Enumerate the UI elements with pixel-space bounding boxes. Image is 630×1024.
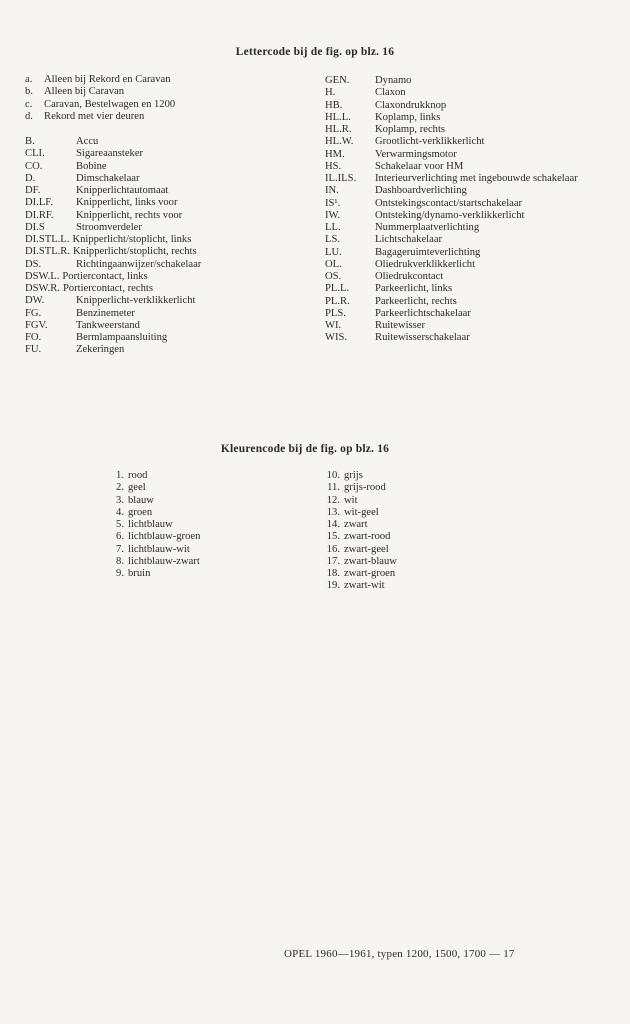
item-description: Knipperlicht/stoplicht, links [72,234,192,245]
item-code: FGV. [25,319,48,331]
list-item [323,507,397,519]
item-description: wit-geel [344,506,379,518]
item-description: Interieurverlichting met ingebouwde schakelaar [375,173,578,184]
item-code: DI.RF. [25,209,54,221]
list-item [325,100,585,112]
item-description: Dashboardverlichting [375,185,467,197]
list-item [25,111,175,123]
item-description: Rekord met vier deuren [44,110,145,122]
item-description: Dynamo [375,75,412,86]
item-code: CO. [25,160,43,172]
color-codes-right [323,470,397,593]
item-description: Ruitewisser [375,320,426,331]
item-code: HM. [325,148,345,160]
list-item [323,556,397,568]
item-code: WI. [325,320,342,331]
list-item [325,149,585,161]
item-code: 13. [326,506,340,518]
list-item [325,222,585,234]
letter-codes-left [25,136,201,357]
list-item [323,519,397,531]
item-description: rood [128,470,148,481]
list-item [25,197,201,209]
list-item [325,247,585,259]
list-item [25,148,201,160]
list-item [25,136,201,148]
item-description: Claxon [375,87,406,99]
list-item [325,185,585,197]
item-code: 8. [116,555,124,567]
item-code: B. [25,136,35,147]
list-item [325,198,585,210]
item-code: DF. [25,185,41,196]
item-code: a. [25,74,33,85]
item-code: IN. [325,185,339,197]
list-item [25,246,201,258]
item-code: DS. [25,258,42,270]
list-item [325,210,585,222]
item-code: 19. [326,580,340,592]
list-item [325,332,585,344]
list-item [325,124,585,136]
item-code: FG. [25,307,42,319]
page-footer: OPEL 1960—1961, typen 1200, 1500, 1700 — 17 [284,948,515,960]
list-item [25,86,175,98]
item-description: Grootlicht-verklikkerlicht [375,136,485,148]
item-code: DI.STL.L. [25,234,70,245]
item-code: DSW.R. [25,283,60,294]
item-code: HL.W. [325,136,354,148]
list-item [25,259,201,271]
list-item [323,544,397,556]
list-item [325,283,585,295]
item-description: Oliedrukcontact [375,271,444,282]
item-description: Parkeerlichtschakelaar [375,307,471,319]
list-item [108,470,200,482]
list-item [25,320,201,332]
item-description: Stroomverdeler [76,221,142,233]
item-code: OL. [325,258,342,270]
list-item [108,519,200,531]
item-description: Parkeerlicht, rechts [375,295,457,307]
list-item [323,495,397,507]
item-code: 14. [326,519,340,530]
list-item [108,482,200,494]
item-code: IS¹. [325,197,341,209]
item-description: Lichtschakelaar [375,234,443,246]
item-description: Tankweerstand [76,319,140,331]
item-description: Ontsteking/dynamo-verklikkerlicht [375,209,525,221]
item-code: DI.LF. [25,197,53,209]
item-code: HB. [325,99,343,111]
list-item [325,308,585,320]
kleurencode-heading: Kleurencode bij de fig. op blz. 16 [220,443,390,455]
item-description: Nummerplaatverlichting [375,222,480,233]
item-code: WIS. [325,332,348,344]
list-item [325,112,585,124]
item-description: zwart-groen [344,568,396,579]
item-code: 4. [116,506,124,518]
item-description: Ruitewisserschakelaar [375,332,470,344]
item-description: Knipperlicht/stoplicht, rechts [73,246,197,258]
item-description: Knipperlicht, links voor [76,197,178,209]
list-item [25,74,175,86]
item-description: Bobine [76,160,107,172]
item-description: Portiercontact, rechts [62,283,153,294]
lettercode-heading: Lettercode bij de fig. op blz. 16 [235,46,395,58]
list-item [108,495,200,507]
list-item [25,99,175,111]
item-code: 10. [326,470,340,481]
item-code: 18. [326,568,340,579]
list-item [325,136,585,148]
list-item [25,210,201,222]
list-item [25,271,201,283]
item-description: blauw [128,494,154,506]
item-description: grijs [344,470,363,481]
color-codes-left [108,470,200,580]
list-item [325,75,585,87]
item-description: Parkeerlicht, links [375,283,453,295]
item-code: 6. [116,531,124,543]
item-description: Sigareaansteker [76,148,144,160]
list-item [325,320,585,332]
list-item [325,87,585,99]
item-description: Claxondrukknop [375,99,447,111]
item-code: DI.S [25,221,45,233]
item-description: bruin [128,568,151,579]
item-code: 5. [116,519,124,530]
item-description: zwart-wit [344,580,385,592]
list-item [25,173,201,185]
item-code: OS. [325,271,342,282]
item-code: 3. [116,494,124,506]
item-code: HL.R. [325,124,352,135]
item-description: Koplamp, links [375,111,441,123]
item-description: Caravan, Bestelwagen en 1200 [44,98,176,110]
list-item [108,544,200,556]
list-item [25,283,201,295]
item-description: Portiercontact, links [62,270,148,282]
list-item [325,234,585,246]
item-description: grijs-rood [344,482,386,494]
list-item [108,507,200,519]
item-code: DSW.L. [25,270,60,282]
item-code: D. [25,172,36,184]
list-item [323,482,397,494]
item-code: H. [325,87,336,99]
item-code: GEN. [325,75,350,86]
letter-codes-right [325,75,585,345]
item-code: CLI. [25,148,45,160]
item-code: 1. [116,470,124,481]
item-code: 2. [116,482,124,494]
item-code: DI.STL.R. [25,246,71,258]
item-code: d. [25,110,33,122]
item-code: IL.ILS. [325,173,357,184]
list-item [25,222,201,234]
item-code: 17. [326,555,340,567]
item-description: Ontstekingscontact/startschakelaar [375,197,523,209]
item-description: Oliedrukverklikkerlicht [375,258,476,270]
list-item [325,271,585,283]
item-description: Schakelaar voor HM [375,160,464,172]
list-item [325,161,585,173]
item-description: Alleen bij Rekord en Caravan [44,74,171,85]
item-code: PL.R. [325,295,350,307]
item-description: Benzinemeter [76,307,135,319]
list-item [25,185,201,197]
item-description: zwart-geel [344,543,389,555]
item-code: LS. [325,234,341,246]
item-description: zwart-blauw [344,555,397,567]
item-code: 15. [326,531,340,543]
list-item [323,580,397,592]
item-code: b. [25,86,33,98]
item-description: Bagageruimteverlichting [375,246,481,258]
item-code: LU. [325,246,342,258]
item-code: 9. [116,568,124,579]
item-description: Bermlampaansluiting [76,332,168,343]
item-description: Zekeringen [76,344,125,356]
item-description: wit [344,494,358,506]
item-description: lichtblauw-wit [128,543,190,555]
item-description: Dimschakelaar [76,172,140,184]
list-item [25,161,201,173]
item-code: FO. [25,332,42,343]
list-item [108,556,200,568]
item-description: Knipperlicht-verklikkerlicht [76,295,196,307]
item-code: 11. [327,482,340,494]
list-item [323,531,397,543]
item-code: DW. [25,295,45,307]
item-description: geel [128,482,146,494]
item-description: lichtblauw-groen [128,531,201,543]
item-description: lichtblauw [128,519,173,530]
item-description: Koplamp, rechts [375,124,446,135]
item-code: FU. [25,344,42,356]
item-description: Verwarmingsmotor [375,148,457,160]
item-code: 16. [326,543,340,555]
item-description: Richtingaanwijzer/schakelaar [76,258,202,270]
list-item [25,234,201,246]
item-code: HS. [325,160,342,172]
item-description: zwart [344,519,368,530]
item-code: 12. [326,494,340,506]
list-item [323,470,397,482]
list-item [325,296,585,308]
list-item [108,531,200,543]
item-code: LL. [325,222,341,233]
item-description: Alleen bij Caravan [44,86,125,98]
item-code: IW. [325,209,341,221]
item-code: HL.L. [325,111,351,123]
list-item [25,332,201,344]
list-item [325,173,585,185]
list-item [25,295,201,307]
item-code: c. [25,98,33,110]
item-description: lichtblauw-zwart [128,555,200,567]
list-item [25,308,201,320]
list-item [108,568,200,580]
list-item [25,344,201,356]
item-code: PL.L. [325,283,350,295]
item-description: Knipperlicht, rechts voor [76,209,183,221]
item-code: 7. [116,543,124,555]
item-description: zwart-rood [344,531,391,543]
list-item [323,568,397,580]
notes-list [25,74,175,123]
item-code: PLS. [325,307,346,319]
item-description: groen [128,506,153,518]
item-description: Accu [76,136,99,147]
item-description: Knipperlichtautomaat [76,185,169,196]
list-item [325,259,585,271]
